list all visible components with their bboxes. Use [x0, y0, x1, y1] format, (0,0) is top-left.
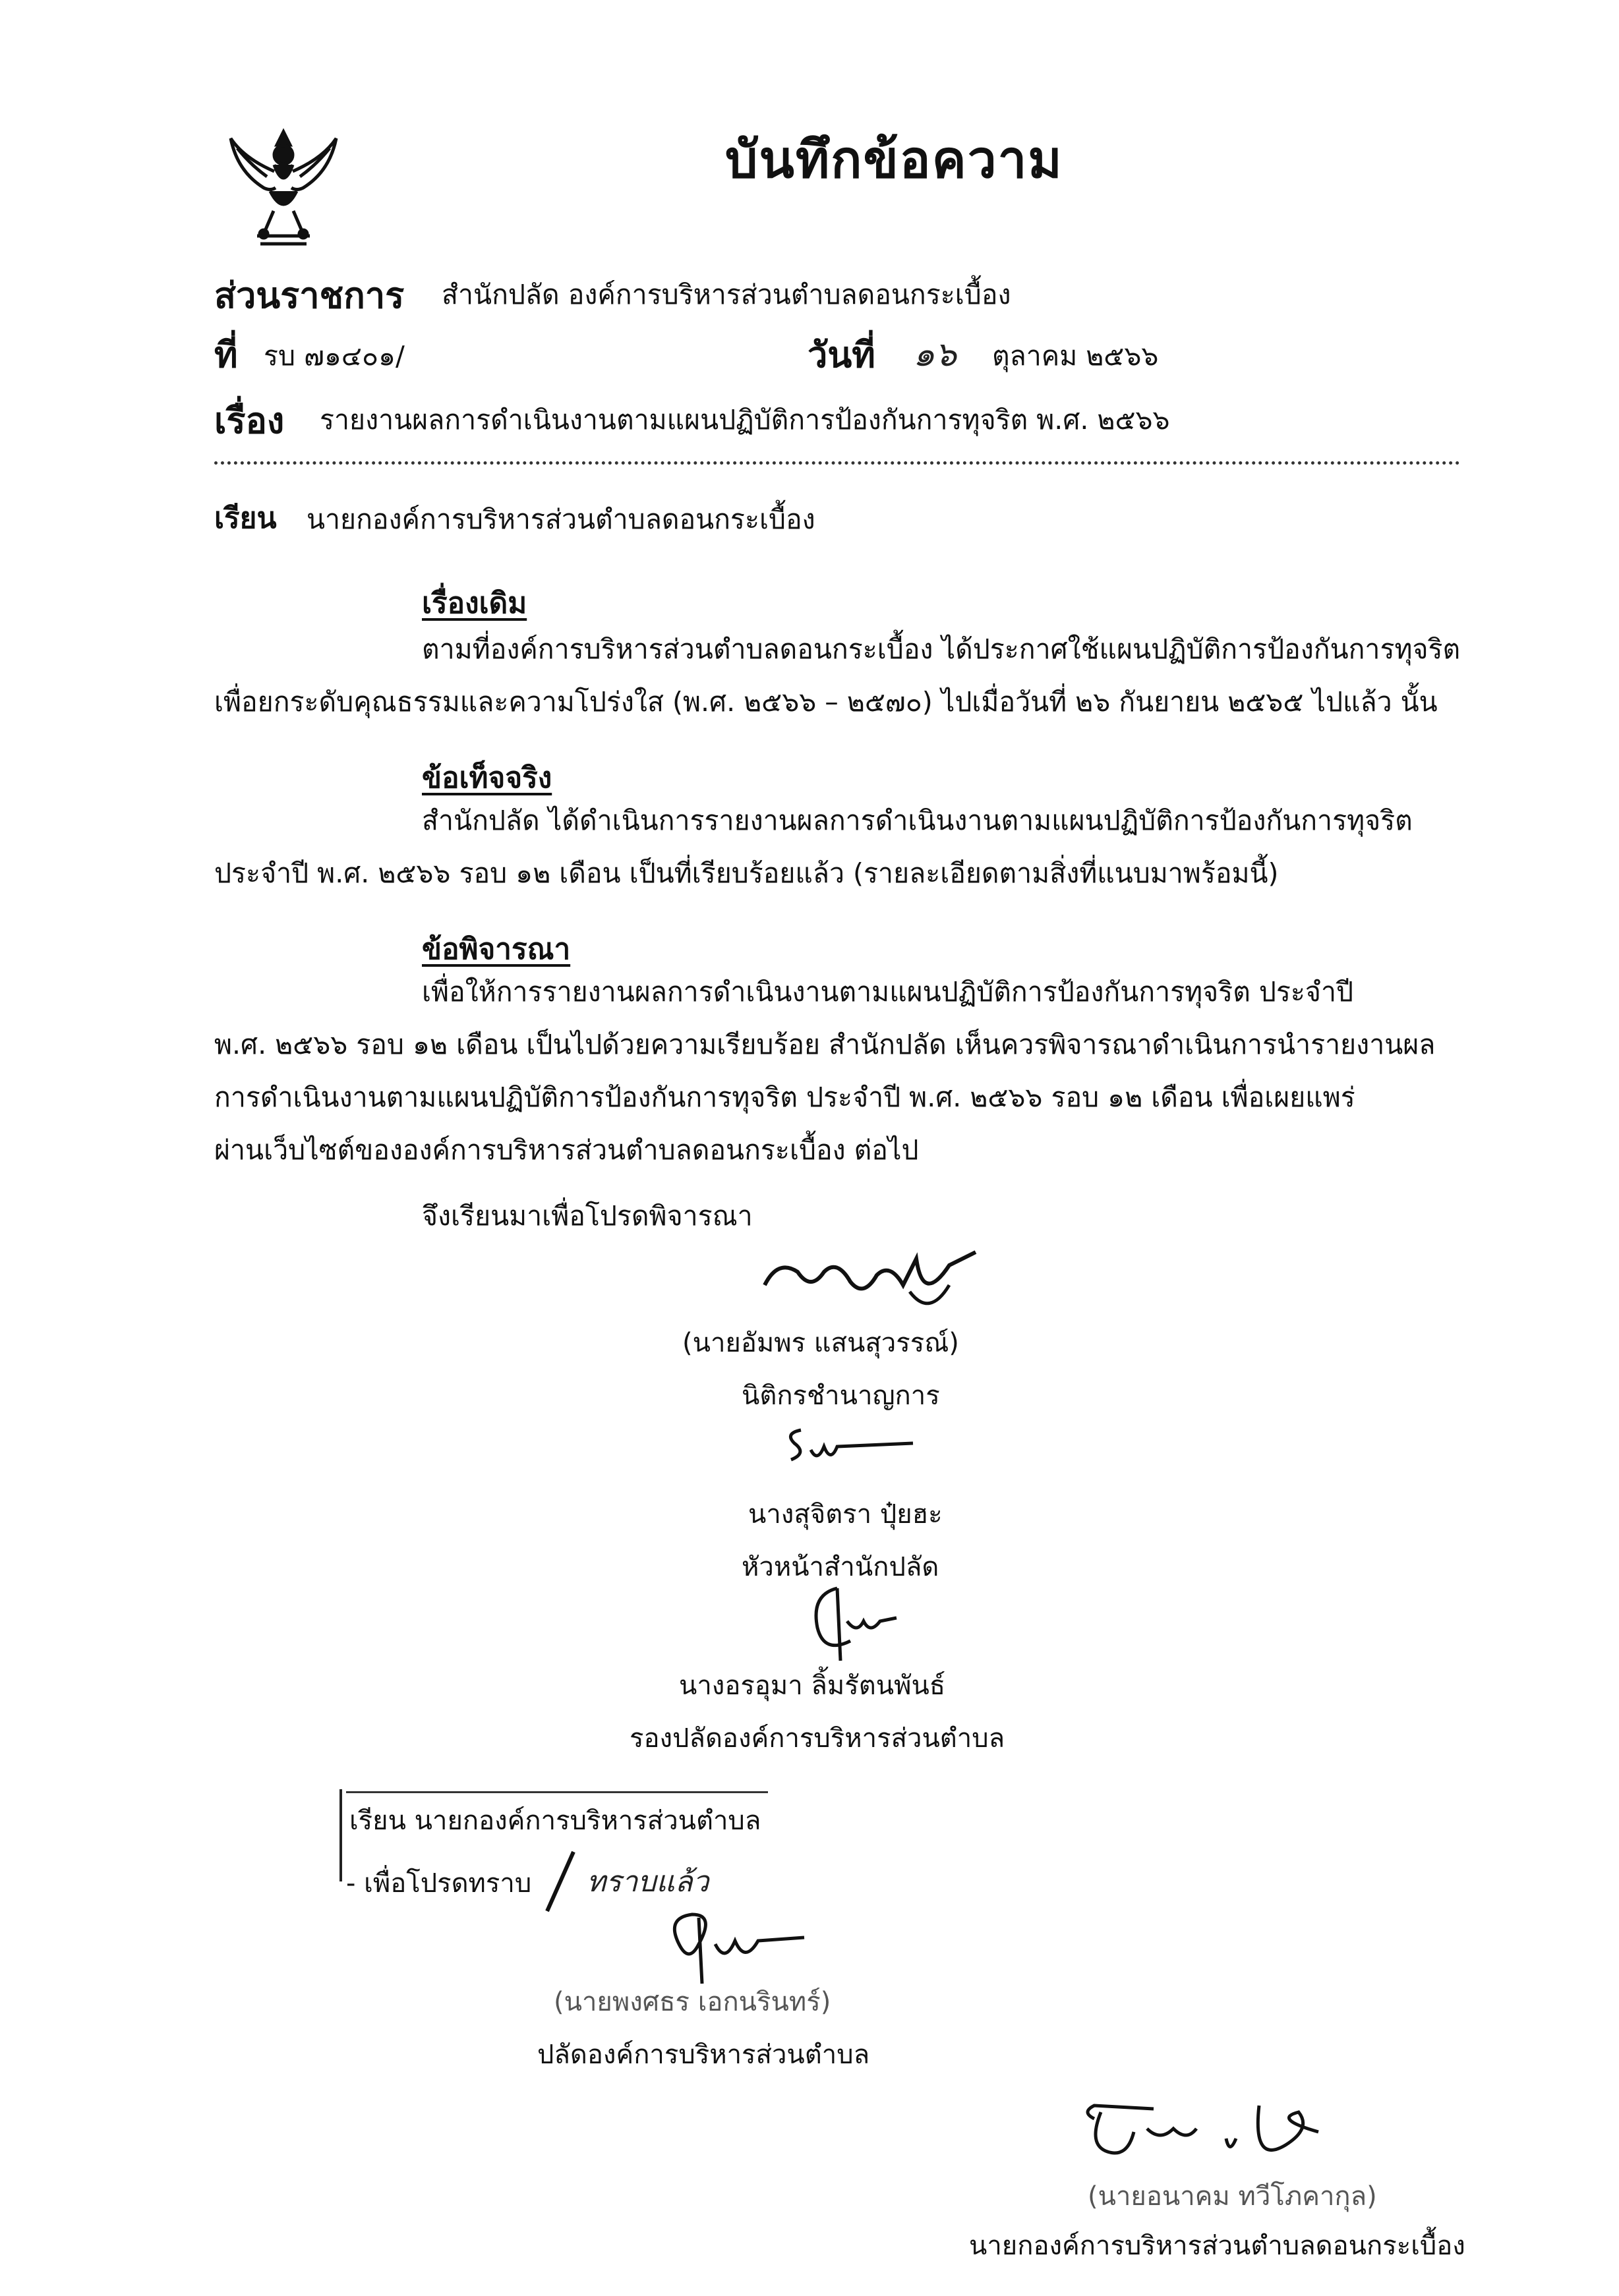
final-signature-icon	[1074, 2092, 1351, 2178]
section-line: เพื่อยกระดับคุณธรรมและความโปร่งใส (พ.ศ. ๒๕๖๖ – ๒๕๗๐) ไปเมื่อวันที่ ๒๖ กันยายน ๒๕๖๕ ไปแล้ว นั้น	[214, 686, 1438, 718]
endorsement-underline	[346, 1791, 768, 1793]
date-label: วันที่	[808, 334, 875, 376]
signature-2-position: หัวหน้าสำนักปลัด	[742, 1552, 939, 1582]
endorsement-signature-icon	[653, 1905, 811, 1990]
garuda-emblem-icon	[224, 119, 343, 250]
endorsement-position: ปลัดองค์การบริหารส่วนตำบล	[537, 2040, 870, 2070]
section-line: เพื่อให้การรายงานผลการดำเนินงานตามแผนปฏิบัติการป้องกันการทุจริต ประจำปี	[422, 976, 1353, 1008]
section-line: ผ่านเว็บไซต์ขององค์การบริหารส่วนตำบลดอนกระเบื้อง ต่อไป	[214, 1134, 919, 1166]
endorsement-slash-icon	[541, 1845, 580, 1918]
ref-value: รบ ๗๑๔๐๑/	[264, 340, 405, 372]
date-value: ตุลาคม ๒๕๖๖	[992, 340, 1159, 372]
signature-3-name: นางอรอุมา ลิ้มรัตนพันธ์	[679, 1671, 946, 1701]
subject-value: รายงานผลการดำเนินงานตามแผนปฏิบัติการป้องกันการทุจริต พ.ศ. ๒๕๖๖	[320, 404, 1170, 436]
signature-3-icon	[798, 1575, 903, 1667]
to-value: นายกองค์การบริหารส่วนตำบลดอนกระเบื้อง	[307, 503, 815, 535]
section-heading-consideration: ข้อพิจารณา	[422, 933, 571, 966]
ref-label: ที่	[214, 334, 238, 376]
closing-text: จึงเรียนมาเพื่อโปรดพิจารณา	[422, 1200, 753, 1232]
header-divider	[214, 461, 1460, 465]
date-handwritten: ๑๖	[913, 335, 957, 374]
memo-title: บันทึกข้อความ	[725, 130, 1063, 190]
endorsement-name: (นายพงศธร เอกนรินทร์)	[554, 1987, 831, 2017]
signature-2-icon	[781, 1417, 926, 1470]
signature-1-icon	[751, 1246, 989, 1325]
signature-1-position: นิติกรชำนาญการ	[742, 1381, 940, 1411]
final-signature-position: นายกองค์การบริหารส่วนตำบลดอนกระเบื้อง	[969, 2231, 1465, 2261]
subject-label: เรื่อง	[214, 400, 285, 442]
section-line: สำนักปลัด ได้ดำเนินการรายงานผลการดำเนินงานตามแผนปฏิบัติการป้องกันการทุจริต	[422, 805, 1413, 836]
agency-label: ส่วนราชการ	[214, 275, 405, 316]
section-line: ประจำปี พ.ศ. ๒๕๖๖ รอบ ๑๒ เดือน เป็นที่เรียบร้อยแล้ว (รายละเอียดตามสิ่งที่แนบมาพร้อมนี้)	[214, 857, 1279, 889]
section-line: พ.ศ. ๒๕๖๖ รอบ ๑๒ เดือน เป็นไปด้วยความเรียบร้อย สำนักปลัด เห็นควรพิจารณาดำเนินการนำรายงานผล	[214, 1029, 1436, 1060]
signature-2-name: นางสุจิตรา ปุ๋ยฮะ	[748, 1499, 943, 1530]
section-heading-facts: ข้อเท็จจริง	[422, 761, 552, 795]
final-signature-name: (นายอนาคม ทวีโภคากุล)	[1088, 2181, 1377, 2212]
section-line: การดำเนินงานตามแผนปฏิบัติการป้องกันการทุจริต ประจำปี พ.ศ. ๒๕๖๖ รอบ ๑๒ เดือน เพื่อเผยแพร่	[214, 1081, 1355, 1113]
to-label: เรียน	[214, 502, 277, 535]
section-heading-background: เรื่องเดิม	[422, 587, 527, 620]
agency-value: สำนักปลัด องค์การบริหารส่วนตำบลดอนกระเบื้อง	[442, 279, 1011, 310]
endorsement-handwritten-note: ทราบแล้ว	[587, 1865, 709, 1899]
endorsement-line-1: เรียน นายกองค์การบริหารส่วนตำบล	[349, 1806, 761, 1836]
signature-3-position: รองปลัดองค์การบริหารส่วนตำบล	[630, 1723, 1005, 1754]
section-line: ตามที่องค์การบริหารส่วนตำบลดอนกระเบื้อง ได้ประกาศใช้แผนปฏิบัติการป้องกันการทุจริต	[422, 633, 1461, 665]
endorsement-line-2: - เพื่อโปรดทราบ	[346, 1868, 532, 1899]
signature-1-name: (นายอัมพร แสนสุวรรณ์)	[682, 1328, 959, 1358]
